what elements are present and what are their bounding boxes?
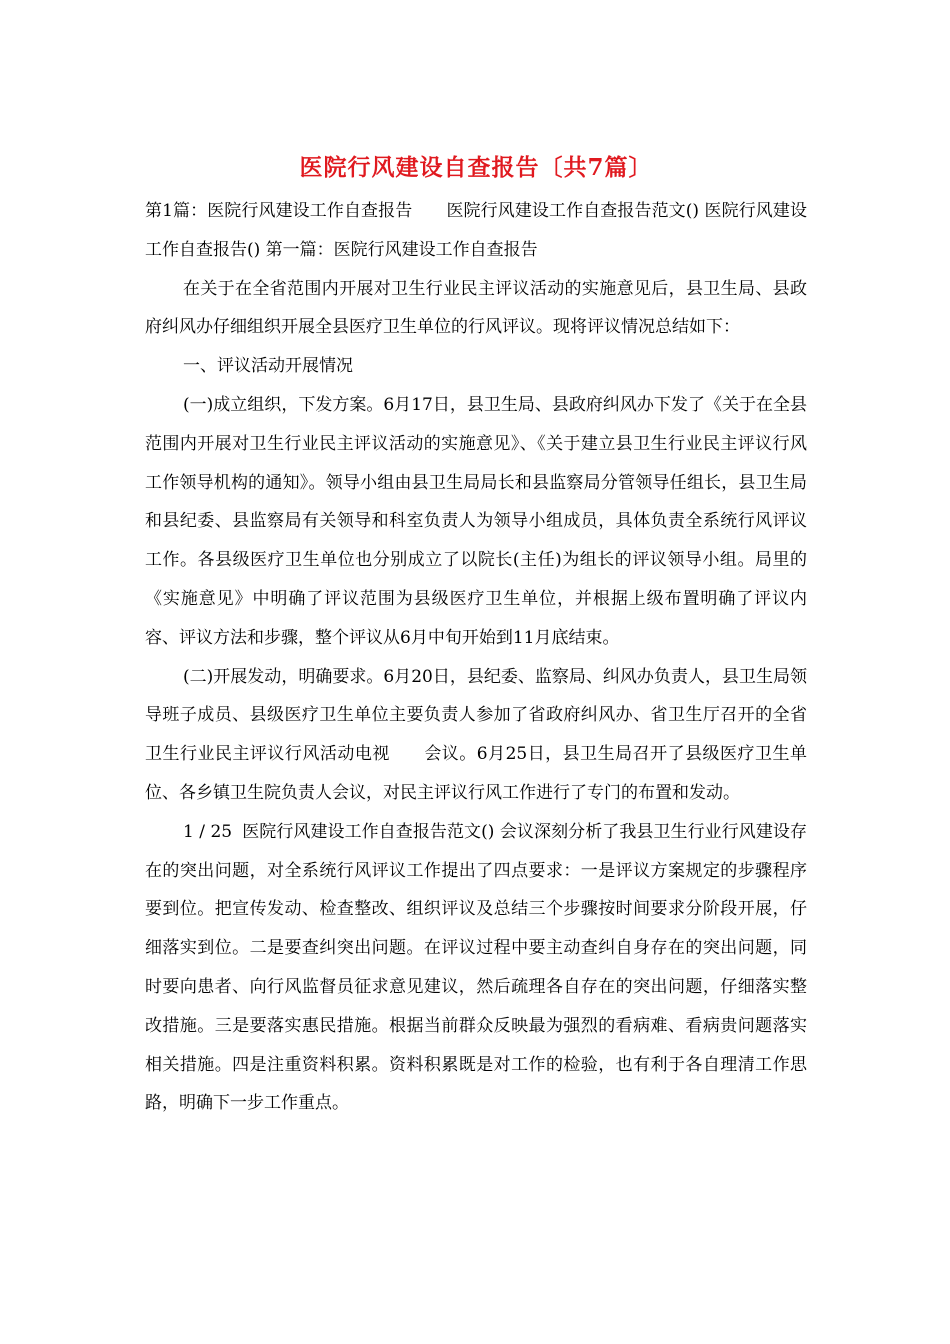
page-marker: 1 / 25 — [183, 821, 233, 842]
paragraph-4-text: 医院行风建设工作自查报告范文() 会议深刻分析了我县卫生行业行风建设存在的突出问题，对全系统行风评议工作提出了四点要求：一是评议方案规定的步骤程序要到位。把宣传发动、检查整改、组织评议及总结三个步骤按时间要求分阶段开展，仔细落实到位。二是要查纠突出问题。在评议过程中要主动查纠自身存在的突出问题，同时要向患者、向行风监督员征求意见建议，然后疏理各自存在的突出问题，仔细落实整改措施。三是要落实惠民措施。根据当前群众反映最为强烈的看病难、看病贵问题落实相关措施。四是注重资料积累。资料积累既是对工作的检验，也有利于各自理清工作思路，明确下一步工作重点。 — [145, 821, 808, 1114]
paragraph-1: 在关于在全省范围内开展对卫生行业民主评议活动的实施意见后，县卫生局、县政府纠风办仔细组织开展全县医疗卫生单位的行风评议。现将评议情况总结如下： — [145, 278, 807, 338]
intro-part-1: 第1篇：医院行风建设工作自查报告 — [145, 201, 413, 221]
paragraph-2: (一)成立组织，下发方案。6月17日，县卫生局、县政府纠风办下发了《关于在全县范围内开展对卫生行业民主评议活动的实施意见》、《关于建立县卫生行业民主评议行风工作领导机构的通知》。领导小组由县卫生局局长和县监察局分管领导任组长，县卫生局和县纪委、县监察局有关领导和科室负责人为领导小组成员，具体负责全系统行风评议工作。各县级医疗卫生单位也分别成立了以院长(主任)为组长的评议领导小组。局里的《实施意见》中明确了评议范围为县级医疗卫生单位，并根据上级布置明确了评议内容、评议方法和步骤，整个评议从6月中旬开始到11月底结束。 — [145, 394, 807, 648]
paragraph-3 — [145, 658, 807, 813]
paragraph-3-part-2: 会议。6月25日，县卫生局召开了县级医疗卫生单位、各乡镇卫生院负责人会议，对民主评议行风工作进行了专门的布置和发动。 — [145, 744, 807, 803]
document-title: 医院行风建设自查报告〔共7篇〕 — [299, 154, 653, 181]
paragraph-3-part-1: (二)开展发动，明确要求。6月20日，县纪委、监察局、纠风办负责人，县卫生局领导班子成员、县级医疗卫生单位主要负责人参加了省政府纠风办、省卫生厅召开的全省卫生行业民主评议行风活动电视 — [145, 666, 807, 765]
intro-part-2: 医院行风建设工作自查报告范文() 医院行风建设工作自查报告() 第一篇：医院行风建设工作自查报告 — [145, 201, 807, 260]
intro-paragraph — [145, 192, 807, 270]
paragraph-4 — [145, 813, 807, 1123]
document-page — [145, 150, 807, 1123]
section-heading-1: 一、评议活动开展情况 — [183, 356, 353, 377]
